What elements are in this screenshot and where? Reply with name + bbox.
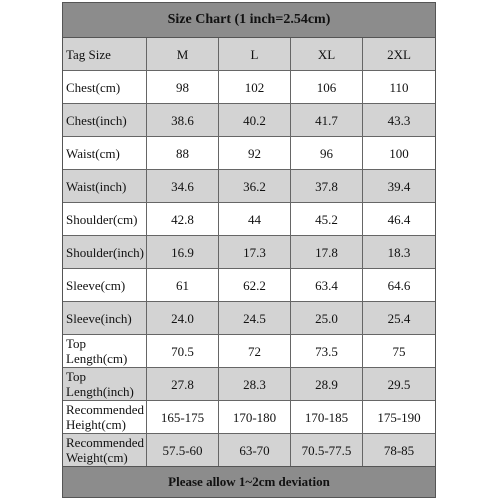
size-chart [62,2,436,498]
header-cell-tag-size: Tag Size [63,38,147,71]
table-cell: 24.0 [147,302,219,335]
table-cell: 25.0 [291,302,363,335]
row-label: Top Length(inch) [63,368,147,401]
table-cell: 170-180 [219,401,291,434]
table-cell: 28.9 [291,368,363,401]
row-label: Top Length(cm) [63,335,147,368]
table-cell: 17.8 [291,236,363,269]
table-cell: 28.3 [219,368,291,401]
row-label: Sleeve(inch) [63,302,147,335]
table-cell: 70.5 [147,335,219,368]
header-cell-2xl: 2XL [363,38,435,71]
table-cell: 41.7 [291,104,363,137]
table-cell: 78-85 [363,434,435,467]
table-cell: 18.3 [363,236,435,269]
deviation-note: Please allow 1~2cm deviation [63,466,435,497]
table-cell: 88 [147,137,219,170]
chart-title: Size Chart (1 inch=2.54cm) [63,3,435,38]
table-cell: 175-190 [363,401,435,434]
row-label: Recommended Height(cm) [63,401,147,434]
row-label: Sleeve(cm) [63,269,147,302]
table-cell: 40.2 [219,104,291,137]
table-cell: 72 [219,335,291,368]
table-cell: 44 [219,203,291,236]
table-cell: 27.8 [147,368,219,401]
table-cell: 34.6 [147,170,219,203]
table-cell: 110 [363,71,435,104]
table-cell: 96 [291,137,363,170]
row-label: Waist(inch) [63,170,147,203]
table-cell: 64.6 [363,269,435,302]
table-cell: 42.8 [147,203,219,236]
table-cell: 70.5-77.5 [291,434,363,467]
table-cell: 63.4 [291,269,363,302]
table-cell: 57.5-60 [147,434,219,467]
table-cell: 63-70 [219,434,291,467]
table-cell: 106 [291,71,363,104]
header-cell-xl: XL [291,38,363,71]
table-cell: 36.2 [219,170,291,203]
row-label: Shoulder(inch) [63,236,147,269]
table-cell: 17.3 [219,236,291,269]
table-cell: 37.8 [291,170,363,203]
table-cell: 170-185 [291,401,363,434]
size-table [63,38,435,467]
table-cell: 165-175 [147,401,219,434]
table-cell: 45.2 [291,203,363,236]
table-cell: 39.4 [363,170,435,203]
table-cell: 61 [147,269,219,302]
table-cell: 92 [219,137,291,170]
row-label: Shoulder(cm) [63,203,147,236]
table-cell: 98 [147,71,219,104]
table-cell: 75 [363,335,435,368]
row-label: Recommended Weight(cm) [63,434,147,467]
table-cell: 38.6 [147,104,219,137]
table-cell: 24.5 [219,302,291,335]
row-label: Chest(inch) [63,104,147,137]
table-cell: 25.4 [363,302,435,335]
table-cell: 102 [219,71,291,104]
table-cell: 43.3 [363,104,435,137]
row-label: Chest(cm) [63,71,147,104]
table-cell: 16.9 [147,236,219,269]
table-cell: 46.4 [363,203,435,236]
table-cell: 62.2 [219,269,291,302]
header-cell-l: L [219,38,291,71]
row-label: Waist(cm) [63,137,147,170]
table-cell: 100 [363,137,435,170]
table-cell: 73.5 [291,335,363,368]
table-cell: 29.5 [363,368,435,401]
header-cell-m: M [147,38,219,71]
